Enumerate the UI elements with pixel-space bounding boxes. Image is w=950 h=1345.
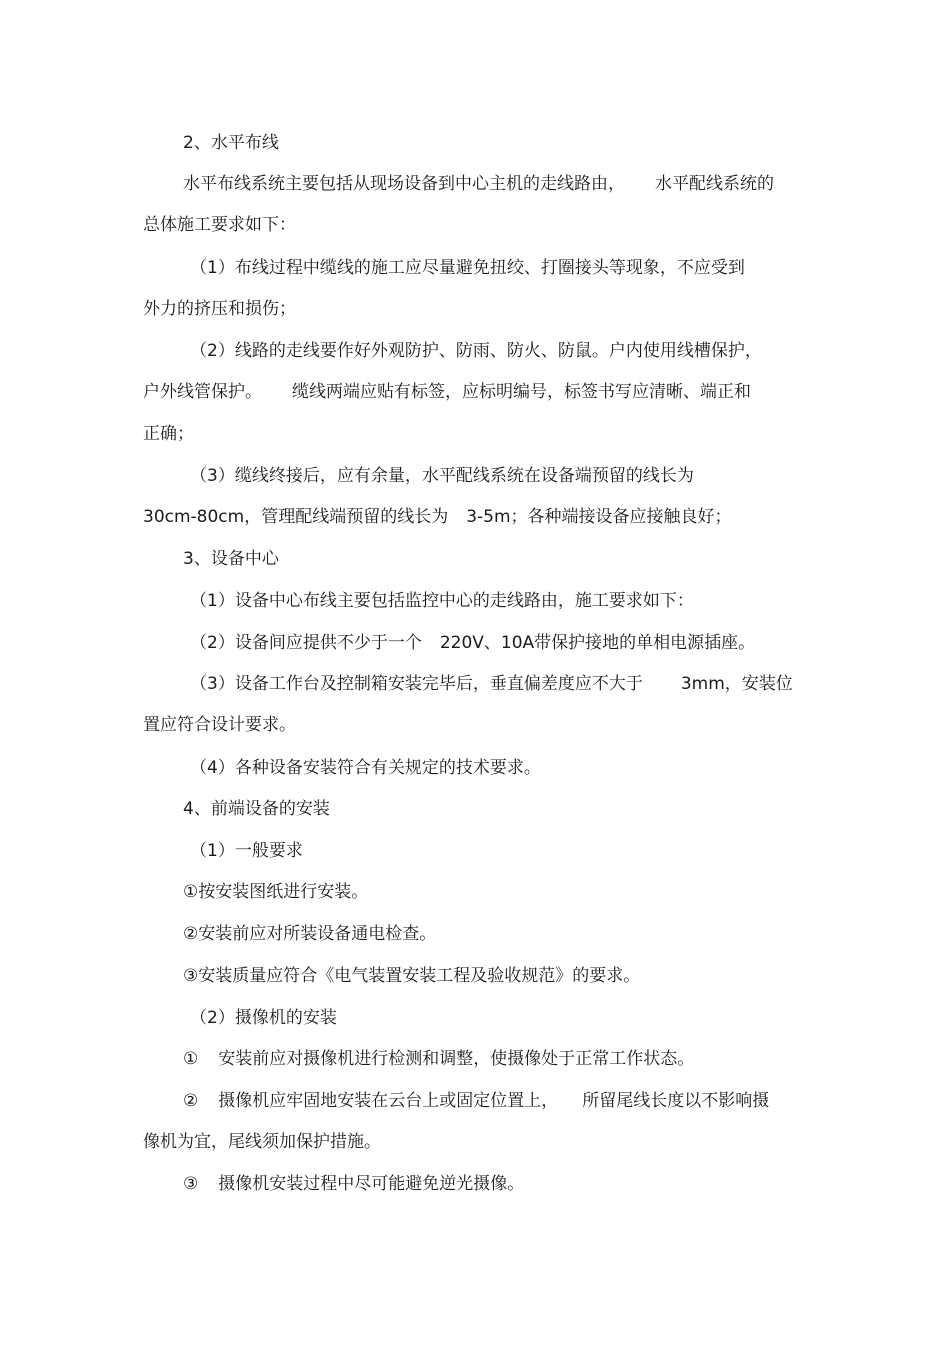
paragraph-line [183, 172, 774, 196]
text-span: （1）布线过程中缆线的施工应尽量避免扭绞、打圈接头等现象，不应受到 [190, 258, 745, 278]
text-span: ①按安装图纸进行安装。 [183, 882, 369, 902]
text-span: ② [183, 1091, 199, 1111]
paragraph-line [190, 1006, 337, 1030]
text-span: 置应符合设计要求。 [143, 715, 296, 735]
paragraph-line [143, 505, 732, 529]
list-item [183, 1089, 769, 1113]
text-span: 安装前应对摄像机进行检测和调整，使摄像处于正常工作状态。 [218, 1049, 695, 1069]
text-span: 水平布线系统主要包括从现场设备到中心主机的走线路由， [183, 174, 625, 194]
text-span: 3-5m；各种端接设备应接触良好； [466, 507, 732, 527]
text-span: 缆线两端应贴有标签，应标明编号，标签书写应清晰、端正和 [292, 382, 751, 402]
text-span: （3）设备工作台及控制箱安装完毕后，垂直偏差度应不大于 [190, 674, 643, 694]
list-item [183, 880, 368, 904]
text-span: ③安装质量应符合《电气装置安装工程及验收规范》的要求。 [183, 966, 641, 986]
text-span: （2）设备间应提供不少于一个 [190, 633, 422, 653]
section-heading-front-end-installation [183, 797, 330, 821]
paragraph-line [190, 672, 793, 696]
text-span: 正确； [143, 424, 194, 444]
text-span: （4）各种设备安装符合有关规定的技术要求。 [190, 758, 541, 778]
text-span: 30cm-80cm，管理配线端预留的线长为 [143, 507, 449, 527]
paragraph-line [190, 756, 541, 780]
paragraph-line [190, 256, 745, 280]
text-span: 4、前端设备的安装 [183, 799, 330, 819]
list-item [183, 922, 436, 946]
text-span: 220V、10A带保护接地的单相电源插座。 [439, 633, 756, 653]
text-span: 像机为宜，尾线须加保护措施。 [143, 1132, 381, 1152]
paragraph-line [143, 713, 296, 737]
paragraph-line [143, 297, 296, 321]
text-span: （2）摄像机的安装 [190, 1008, 337, 1028]
text-span: ②安装前应对所装设备通电检查。 [183, 924, 437, 944]
text-span: 所留尾线长度以不影响摄 [582, 1091, 770, 1111]
text-span: （2）线路的走线要作好外观防护、防雨、防火、防鼠。户内使用线槽保护， [190, 341, 762, 361]
paragraph-line [143, 422, 194, 446]
paragraph-line [143, 380, 751, 404]
text-span: 摄像机安装过程中尽可能避免逆光摄像。 [218, 1174, 525, 1194]
section-heading-horizontal-wiring [183, 131, 279, 155]
text-span: 总体施工要求如下： [143, 215, 296, 235]
list-item [183, 964, 640, 988]
text-span: 户外线管保护。 [143, 382, 262, 402]
text-span: （3）缆线终接后，应有余量，水平配线系统在设备端预留的线长为 [190, 466, 694, 486]
text-span: （1）设备中心布线主要包括监控中心的走线路由，施工要求如下： [190, 591, 694, 611]
paragraph-line [190, 631, 755, 655]
paragraph-line [190, 839, 303, 863]
text-span: ③ [183, 1174, 199, 1194]
list-item [183, 1047, 694, 1071]
text-span: 外力的挤压和损伤； [143, 299, 296, 319]
paragraph-line [190, 464, 694, 488]
text-span: 水平配线系统的 [655, 174, 774, 194]
text-span: 摄像机应牢固地安装在云台上或固定位置上， [218, 1091, 559, 1111]
section-heading-equipment-center [183, 547, 279, 571]
list-item [183, 1172, 524, 1196]
text-span: 2、水平布线 [183, 133, 279, 153]
text-span: 3mm，安装位 [680, 674, 793, 694]
paragraph-line [190, 339, 762, 363]
paragraph-line [143, 213, 296, 237]
text-span: （1）一般要求 [190, 841, 303, 861]
text-span: ① [183, 1049, 199, 1069]
text-span: 3、设备中心 [183, 549, 279, 569]
paragraph-line [190, 589, 694, 613]
paragraph-line [143, 1130, 381, 1154]
